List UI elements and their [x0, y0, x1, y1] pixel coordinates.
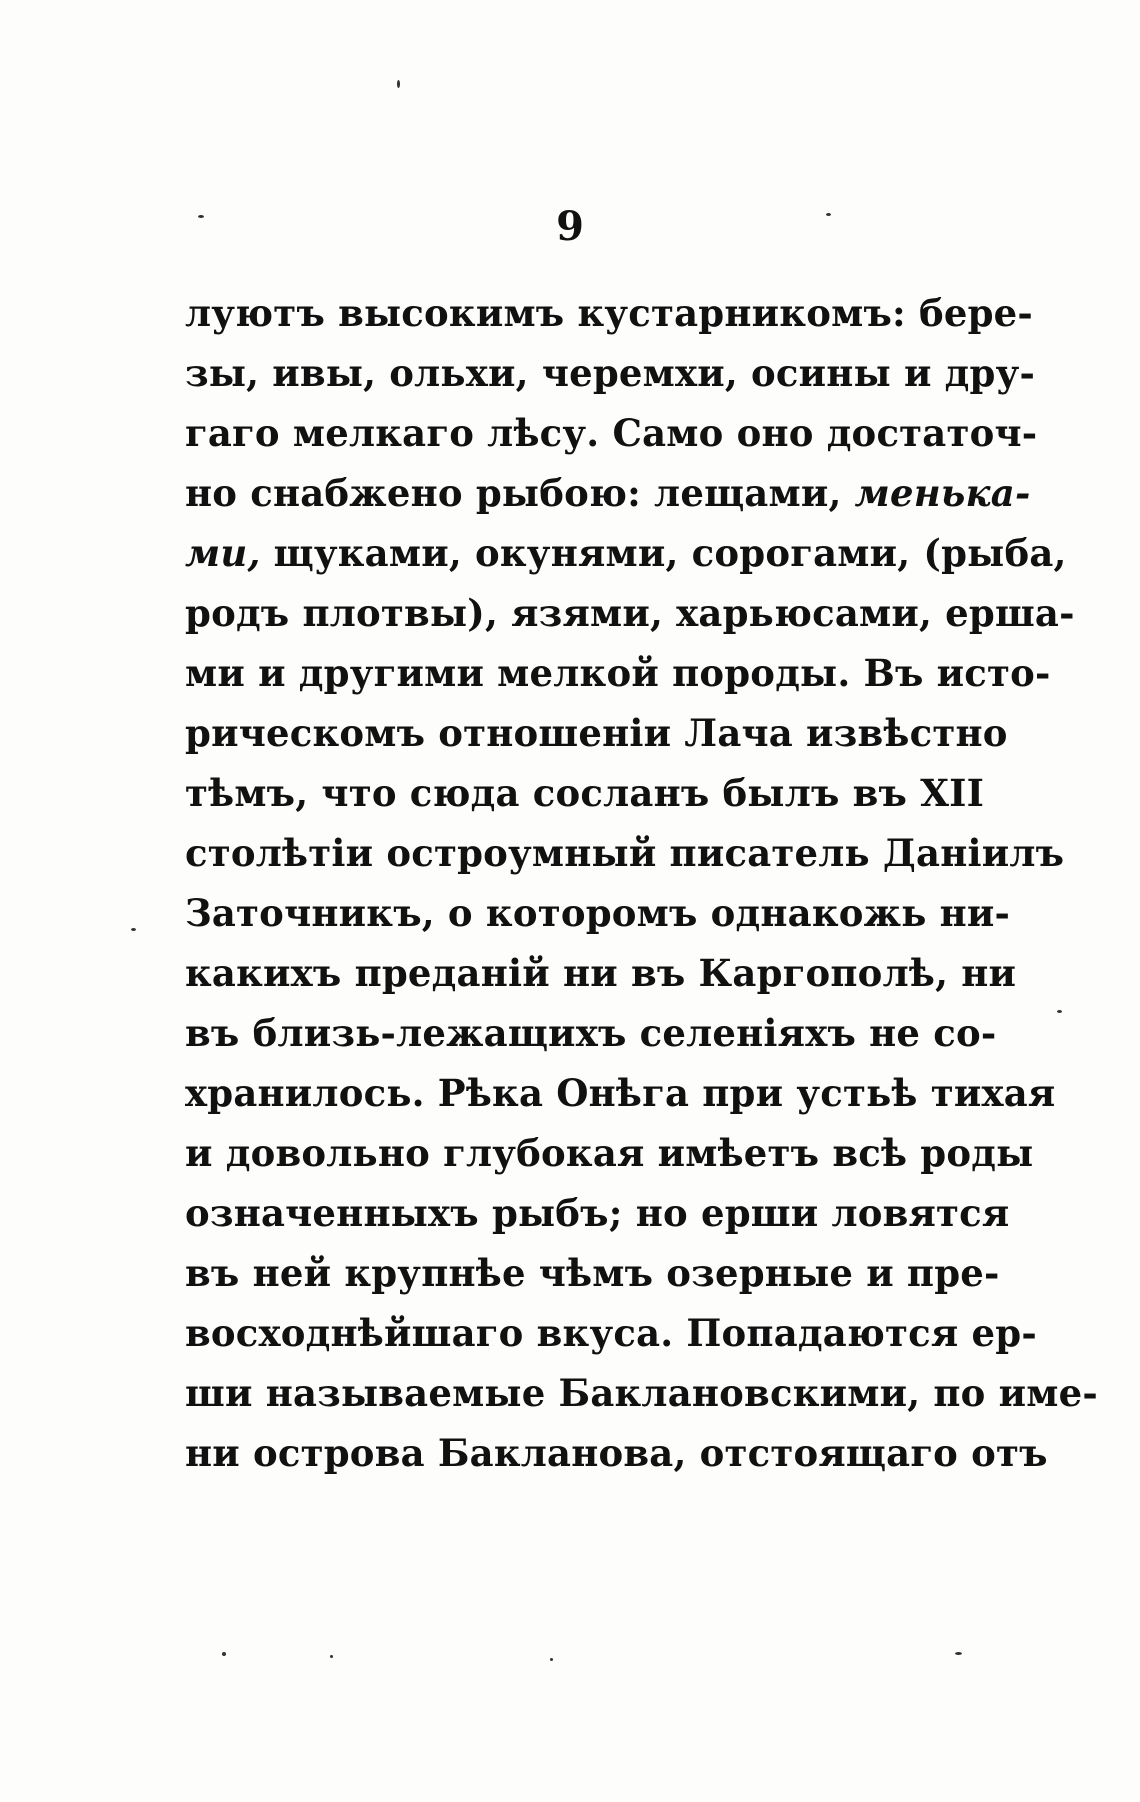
text-run: Заточникъ, о которомъ однакожь ни-	[185, 891, 1011, 935]
text-run: гаго мелкаго лѣсу. Само оно достаточ-	[185, 411, 1038, 455]
text-line	[185, 523, 1067, 583]
italic-run: менька-	[854, 471, 1031, 515]
text-line	[185, 1243, 1000, 1303]
text-line	[185, 1423, 1048, 1483]
text-run: родъ плотвы), язями, харьюсами, ерша-	[185, 591, 1075, 635]
text-run: тѣмъ, что сюда сосланъ былъ въ XII	[185, 771, 985, 815]
text-line	[185, 643, 1051, 703]
text-line	[185, 463, 1031, 523]
scan-speck	[198, 215, 204, 218]
text-run: въ ней крупнѣе чѣмъ озерные и пре-	[185, 1251, 1000, 1295]
text-line	[185, 943, 1017, 1003]
text-line	[185, 763, 985, 823]
italic-run: ми,	[185, 531, 261, 575]
text-run: столѣтіи остроумный писатель Даніилъ	[185, 831, 1065, 875]
text-run: хранилось. Рѣка Онѣга при устьѣ тихая	[185, 1071, 1056, 1115]
text-line	[185, 1063, 1056, 1123]
text-line	[185, 823, 1065, 883]
text-run: ни острова Бакланова, отстоящаго отъ	[185, 1431, 1048, 1475]
text-run: рическомъ отношеніи Лача извѣстно	[185, 711, 1008, 755]
text-run: и довольно глубокая имѣетъ всѣ роды	[185, 1131, 1034, 1175]
text-run: въ близь-лежащихъ селеніяхъ не со-	[185, 1011, 997, 1055]
text-line	[185, 883, 1011, 943]
page-number: 9	[556, 203, 584, 250]
scan-speck	[131, 928, 136, 931]
text-run: ши называемые Баклановскими, по име-	[185, 1371, 1098, 1415]
text-line	[185, 703, 1008, 763]
scan-speck	[550, 1658, 553, 1661]
text-run: луютъ высокимъ кустарникомъ: бере-	[185, 291, 1033, 335]
text-line	[185, 343, 1036, 403]
scan-speck	[330, 1655, 333, 1658]
scan-speck	[222, 1652, 226, 1656]
text-line	[185, 583, 1075, 643]
text-run: зы, ивы, ольхи, черемхи, осины и дру-	[185, 351, 1036, 395]
scan-speck	[826, 213, 831, 216]
text-line	[185, 403, 1038, 463]
text-run: какихъ преданій ни въ Каргополѣ, ни	[185, 951, 1017, 995]
text-line	[185, 1183, 1010, 1243]
text-run: щуками, окунями, сорогами, (рыба,	[260, 531, 1067, 575]
body-text	[185, 283, 1098, 1483]
scan-speck	[955, 1652, 962, 1655]
text-line	[185, 1003, 997, 1063]
text-line	[185, 1303, 1037, 1363]
text-run: означенныхъ рыбъ; но ерши ловятся	[185, 1191, 1010, 1235]
text-run: ми и другими мелкой породы. Въ исто-	[185, 651, 1051, 695]
text-line	[185, 1363, 1098, 1423]
scan-speck	[1057, 1010, 1062, 1013]
text-line	[185, 1123, 1034, 1183]
text-run: но снабжено рыбою: лещами,	[185, 471, 855, 515]
text-line	[185, 283, 1033, 343]
text-run: восходнѣйшаго вкуса. Попадаются ер-	[185, 1311, 1037, 1355]
scan-speck	[397, 80, 400, 88]
